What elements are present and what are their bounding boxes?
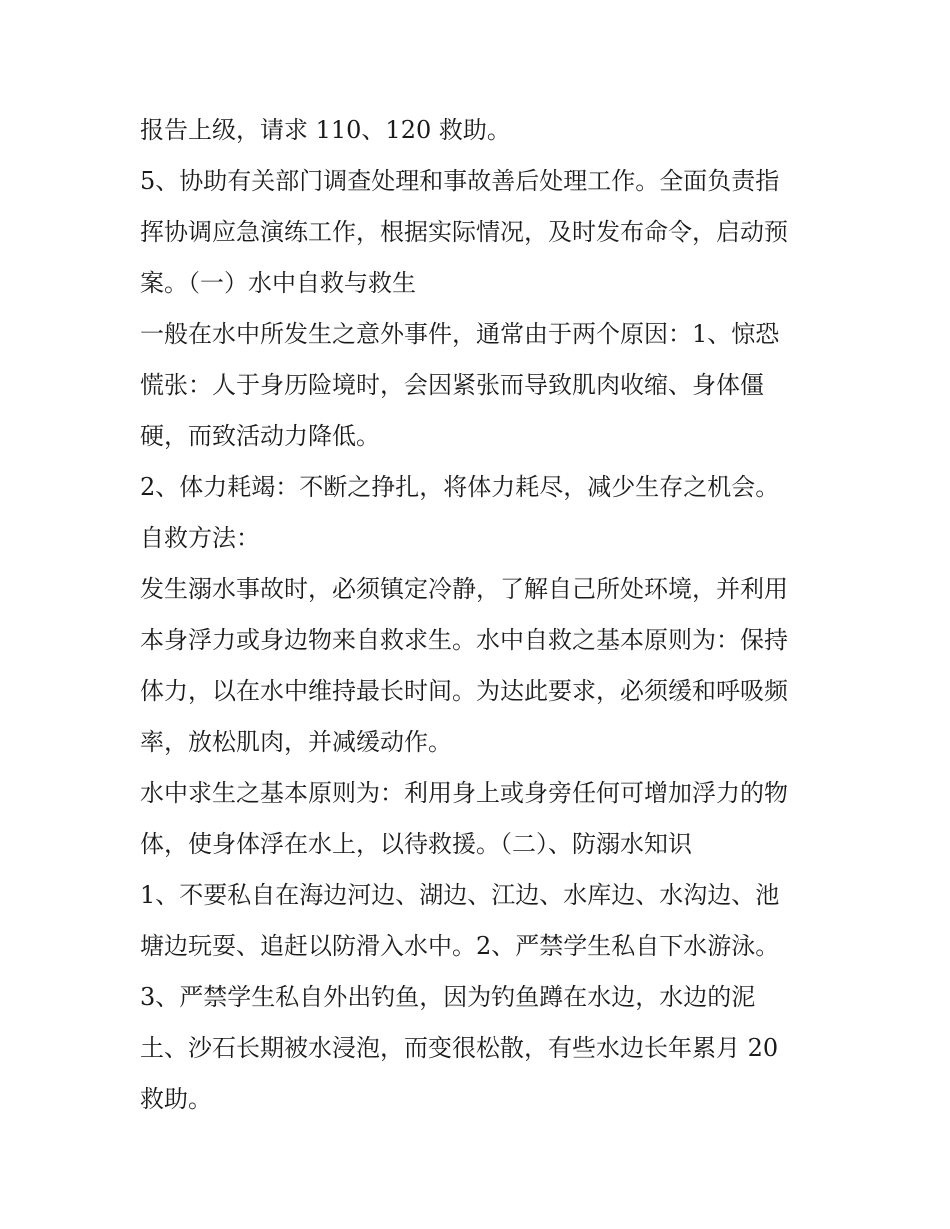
text-line: 救助。 xyxy=(140,1085,212,1113)
text-line: 本身浮力或身边物来自救求生。水中自救之基本原则为：保持 xyxy=(140,626,788,654)
body-text xyxy=(140,108,820,1128)
text-line: 报告上级，请求 110、120 救助。 xyxy=(140,116,511,144)
text-line: 体力，以在水中维持最长时间。为达此要求，必须缓和呼吸频 xyxy=(140,677,788,705)
text-line: 案。（一）水中自救与救生 xyxy=(140,269,416,297)
text-line: 硬，而致活动力降低。 xyxy=(140,422,380,450)
text-line: 一般在水中所发生之意外事件，通常由于两个原因：1、惊恐 xyxy=(140,320,780,348)
text-line: 慌张：人于身历险境时，会因紧张而导致肌肉收缩、身体僵 xyxy=(140,371,764,399)
text-line: 2、体力耗竭：不断之挣扎，将体力耗尽，减少生存之机会。 xyxy=(140,473,780,501)
text-line: 率，放松肌肉，并减缓动作。 xyxy=(140,728,452,756)
text-line: 自救方法： xyxy=(140,524,260,552)
text-line: 3、严禁学生私自外出钓鱼，因为钓鱼蹲在水边，水边的泥 xyxy=(140,983,756,1011)
text-line: 塘边玩耍、追赶以防滑入水中。2、严禁学生私自下水游泳。 xyxy=(140,932,780,960)
text-line: 1、不要私自在海边河边、湖边、江边、水库边、水沟边、池 xyxy=(140,881,780,909)
text-line: 水中求生之基本原则为：利用身上或身旁任何可增加浮力的物 xyxy=(140,779,788,807)
text-line: 发生溺水事故时，必须镇定冷静，了解自己所处环境，并利用 xyxy=(140,575,788,603)
text-line: 5、协助有关部门调查处理和事故善后处理工作。全面负责指 xyxy=(140,167,780,195)
text-line: 挥协调应急演练工作，根据实际情况，及时发布命令，启动预 xyxy=(140,218,788,246)
text-line: 土、沙石长期被水浸泡，而变很松散，有些水边长年累月 20 xyxy=(140,1034,779,1062)
text-line: 体，使身体浮在水上，以待救援。（二）、防溺水知识 xyxy=(140,830,692,858)
